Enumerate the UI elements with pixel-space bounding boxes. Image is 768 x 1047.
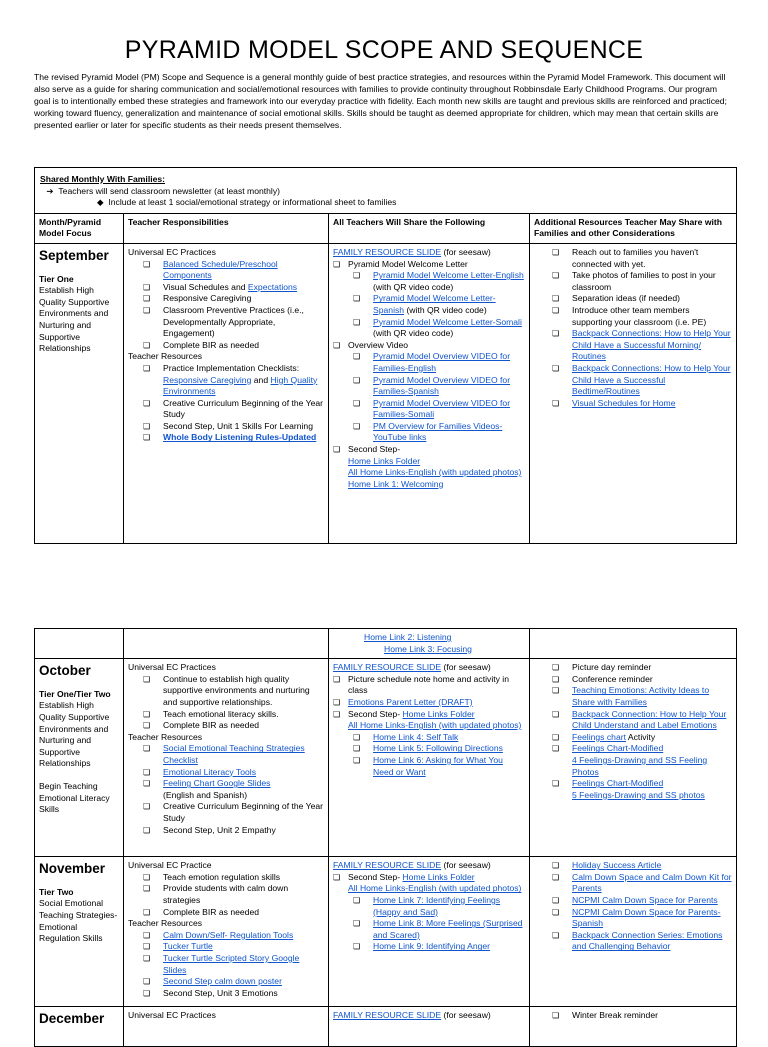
link-balanced-schedule[interactable]: Balanced Schedule/Preschool Components — [163, 258, 278, 281]
list-item: ❏ Pyramid Model Welcome Letter-Somali (with QR video code) — [329, 317, 526, 340]
continued-share-cell — [329, 629, 530, 659]
link-home-links-folder[interactable]: Home Links Folder — [348, 455, 421, 466]
link-home-link-9[interactable]: Home Link 9: Identifying Anger — [373, 941, 491, 952]
list-item — [534, 907, 732, 930]
link-home-links-folder[interactable]: Home Links Folder — [402, 708, 475, 719]
link-emotions-parent-letter[interactable]: Emotions Parent Letter (DRAFT) — [348, 696, 473, 707]
list-item — [534, 685, 732, 708]
list-item: ❏ Teach emotion regulation skills — [128, 872, 324, 884]
tier-label: Tier Two — [39, 886, 74, 897]
header-additional-resources: Additional Resources Teacher May Share with Families and other Considerations — [530, 213, 737, 243]
table-header-row — [35, 213, 737, 243]
month-december: December — [39, 1011, 105, 1027]
december-teacher-cell — [124, 1007, 329, 1047]
link-calm-down-space-kit[interactable]: Calm Down Space and Calm Down Kit for Parents — [572, 871, 732, 894]
link-feelings-chart-modified-4[interactable]: Feelings Chart-Modified — [572, 743, 664, 754]
list-item — [534, 872, 732, 895]
header-all-teachers-share: All Teachers Will Share the Following — [329, 213, 530, 243]
list-item — [534, 743, 732, 778]
link-family-resource-slide[interactable]: FAMILY RESOURCE SLIDE — [333, 246, 442, 257]
list-item — [329, 743, 526, 755]
october-teacher-cell — [124, 659, 329, 857]
link-high-quality-env[interactable]: High Quality Environments — [163, 374, 318, 397]
list-item — [128, 743, 324, 766]
link-overview-youtube[interactable]: PM Overview for Families Videos-YouTube links — [373, 420, 503, 443]
link-home-link-4[interactable]: Home Link 4: Self Talk — [373, 731, 459, 742]
link-se-teaching-checklist[interactable]: Social Emotional Teaching Strategies Checklist — [163, 743, 305, 765]
list-item: ❏ Continue to establish high quality supportive environments and nurturing and supportive relationships. — [128, 674, 324, 709]
list-item: ❏ Separation ideas (if needed) — [534, 293, 732, 305]
list-item — [329, 697, 526, 709]
universal-heading: Universal EC Practice — [128, 860, 212, 871]
link-visual-schedules-home[interactable]: Visual Schedules for Home — [572, 397, 676, 408]
month-october: October — [39, 663, 91, 679]
list-item: ❏ Overview Video ❏ Pyramid Model Overview VIDEO for Families-English ❏ Pyramid Model Overview VIDEO for Families-Spanish ❏ Pyramid Model Overview VIDEO for Families-Somali ❏ PM Overview for Families Videos-YouTube links — [329, 340, 526, 444]
shared-heading: Shared Monthly With Families: — [40, 174, 166, 184]
tier-label: Tier One — [39, 273, 74, 284]
list-item: ❏ Teach emotional literacy skills. — [128, 709, 324, 721]
list-item: ❏ Pyramid Model Welcome Letter ❏ Pyramid Model Welcome Letter-English (with QR video code) ❏ Pyramid Model Welcome Letter-Spanish (with QR video code) ❏ Pyramid Model Welcome Letter-Somali (with QR video code) — [329, 259, 526, 340]
link-tucker-turtle-slides[interactable]: Tucker Turtle Scripted Story Google Slides — [163, 952, 300, 975]
link-home-link-8[interactable]: Home Link 8: More Feelings (Surprised and Scared) — [373, 918, 523, 940]
list-item: ❏ Complete BIR as needed — [128, 720, 324, 732]
row-september — [35, 243, 737, 543]
link-home-link-3[interactable]: Home Link 3: Focusing — [384, 643, 472, 654]
list-item: ❏ Reach out to families you haven't connected with yet. — [534, 247, 732, 270]
september-share-cell: FAMILY RESOURCE SLIDE (for seesaw) ❏ Pyramid Model Welcome Letter ❏ Pyramid Model Welcome Letter-English (with QR video code) ❏ Pyramid Model Welcome Letter-Spanish (with QR video code) ❏ Pyramid Model Welcome Letter-Somali (with QR video code) ❏ Overview Video ❏ Pyramid Model Overview VIDEO for Families-English ❏ Pyramid Model Overview VIDEO for Families-Spanish ❏ Pyramid Model Overview VIDEO for Families-Somali ❏ PM Overview for Families Videos-YouTube links ❏ Second Step- Home Links Folder All Home Links-English (with updated photos) Home Link 1: Welcoming — [329, 243, 530, 543]
list-item — [329, 755, 526, 778]
list-item — [534, 398, 732, 410]
link-holiday-success[interactable]: Holiday Success Article — [572, 860, 662, 871]
link-backpack-bedtime[interactable]: Backpack Connections: How to Help Your Child Have a Successful Bedtime/Routines — [572, 362, 731, 397]
list-item — [329, 421, 526, 444]
list-item: ❏ Second Step, Unit 1 Skills For Learning — [128, 421, 324, 433]
link-home-link-1[interactable]: Home Link 1: Welcoming — [348, 478, 444, 489]
link-family-resource-slide[interactable]: FAMILY RESOURCE SLIDE — [333, 662, 442, 673]
link-ncpmi-calm-down-spanish[interactable]: NCPMI Calm Down Space for Parents-Spanish — [572, 906, 721, 929]
link-backpack-emotions[interactable]: Backpack Connection: How to Help Your Child Understand and Label Emotions — [572, 708, 727, 731]
link-welcome-english[interactable]: Pyramid Model Welcome Letter-English — [373, 270, 524, 281]
list-item: ❏ Visual Schedules and Expectations — [128, 282, 324, 294]
focus-text: Social Emotional Teaching Strategies- Emotional Regulation Skills — [39, 898, 118, 944]
link-ncpmi-calm-down[interactable]: NCPMI Calm Down Space for Parents — [572, 894, 718, 905]
universal-heading: Universal EC Practices — [128, 246, 216, 257]
list-item: ❏ Pyramid Model Welcome Letter-Spanish (with QR video code) — [329, 293, 526, 316]
list-item — [128, 976, 324, 988]
list-item: ❏ Picture day reminder — [534, 662, 732, 674]
shared-with-families-cell — [35, 168, 737, 214]
link-whole-body-listening[interactable]: Whole Body Listening Rules-Updated — [163, 432, 317, 443]
link-tucker-turtle[interactable]: Tucker Turtle — [163, 941, 213, 952]
list-item — [534, 930, 732, 953]
link-home-link-2[interactable]: Home Link 2: Listening — [364, 632, 452, 642]
link-backpack-morning[interactable]: Backpack Connections: How to Help Your Child Have a Successful Morning/ Routines — [572, 328, 731, 362]
link-all-home-links[interactable]: All Home Links-English (with updated photos) — [348, 467, 522, 478]
link-feelings-chart-modified-5[interactable]: Feelings Chart-Modified — [572, 778, 664, 789]
list-item: ❏ Second Step- Home Links Folder All Home Links-English (with updated photos) ❏ Home Link 7: Identifying Feelings (Happy and Sad) ❏ Home Link 8: More Feelings (Surprised and Scared) ❏ Home Link 9: Identifying Anger — [329, 872, 526, 953]
focus-text: Begin Teaching Emotional Literacy Skills — [39, 780, 110, 815]
empty-cell — [530, 629, 737, 659]
october-share-cell: FAMILY RESOURCE SLIDE (for seesaw) ❏ Picture schedule note home and activity in class ❏ Emotions Parent Letter (DRAFT) ❏ Second Step- Home Links Folder All Home Links-English (with updated photos) ❏ Home Link 4: Self Talk ❏ Home Link 5: Following Directions ❏ Home Link 6: Asking for What You Need or Want — [329, 659, 530, 857]
link-home-link-6[interactable]: Home Link 6: Asking for What You Need or Want — [373, 754, 503, 777]
link-teaching-emotions[interactable]: Teaching Emotions: Activity Ideas to Share with Families — [572, 685, 710, 707]
empty-cell — [35, 629, 124, 659]
focus-text: Establish High Quality Supportive Environments and Nurturing and Supportive Relationships — [39, 285, 110, 354]
link-feelings-chart[interactable]: Feelings chart — [572, 731, 626, 742]
list-item: ❏ Classroom Preventive Practices (i.e., Developmentally Appropriate, Engagement) — [128, 305, 324, 340]
list-item: ❏ Responsive Caregiving — [128, 293, 324, 305]
november-additional-cell — [530, 857, 737, 1007]
link-5-feelings[interactable]: 5 Feelings-Drawing and SS photos — [572, 789, 705, 800]
list-item — [534, 363, 732, 398]
december-share-cell: FAMILY RESOURCE SLIDE (for seesaw) — [329, 1007, 530, 1047]
list-item — [329, 375, 526, 398]
list-item: ❏ Pyramid Model Welcome Letter-English (with QR video code) — [329, 270, 526, 293]
scope-sequence-table-1 — [34, 167, 737, 544]
december-additional-cell — [530, 1007, 737, 1047]
row-december — [35, 1007, 737, 1047]
link-home-links-folder[interactable]: Home Links Folder — [402, 871, 475, 882]
list-item: ❏ Winter Break reminder — [534, 1010, 732, 1022]
link-overview-spanish[interactable]: Pyramid Model Overview VIDEO for Families-Spanish — [373, 374, 511, 397]
december-focus-cell — [35, 1007, 124, 1047]
tier-label: Tier One/Tier Two — [39, 688, 111, 699]
link-all-home-links[interactable]: All Home Links-English (with updated photos) — [348, 720, 522, 731]
september-focus-cell — [35, 243, 124, 543]
list-item — [534, 778, 732, 801]
link-home-link-5[interactable]: Home Link 5: Following Directions — [373, 743, 503, 754]
october-additional-cell — [530, 659, 737, 857]
intro-paragraph: The revised Pyramid Model (PM) Scope and Sequence is a general monthly guide of best practice strategies, and resources within the Pyramid Model Framework. This document will also serve as a guide for sharing communication and social/emotional resources with families to provide continuity throughout Robbinsdale Early Childhood Programs. Our program goal is to intentionally embed these strategies and framework into our everyday practice with fidelity. Each month new skills are taught and previous skills are reinforced and practiced; working toward fluency, generalization and maintenance of social emotional skills. Skills should be taught as deemed appropriate for children, which may mean that certain skills are presented earlier or later for specific students as their needs present themselves. — [34, 72, 727, 130]
list-item — [329, 351, 526, 374]
link-feeling-chart-slides[interactable]: Feeling Chart Google Slides — [163, 778, 271, 789]
list-item: ❏ Creative Curriculum Beginning of the Year Study — [128, 801, 324, 824]
teacher-resources-heading: Teacher Resources — [128, 351, 203, 362]
list-item: ❏ Second Step, Unit 3 Emotions — [128, 988, 324, 1000]
teacher-resources-heading: Teacher Resources — [128, 918, 203, 929]
month-september: September — [39, 247, 109, 263]
list-item: ❏ Feeling Chart Google Slides (English and Spanish) — [128, 778, 324, 801]
shared-item-strategy: ◆ Include at least 1 social/emotional strategy or informational sheet to families — [97, 197, 397, 208]
link-family-resource-slide[interactable]: FAMILY RESOURCE SLIDE — [333, 860, 442, 871]
november-teacher-cell — [124, 857, 329, 1007]
link-overview-english[interactable]: Pyramid Model Overview VIDEO for Families-English — [373, 351, 511, 373]
list-item: ❏ Complete BIR as needed — [128, 907, 324, 919]
page-title: PYRAMID MODEL SCOPE AND SEQUENCE — [124, 36, 644, 64]
link-welcome-spanish[interactable]: Pyramid Model Welcome Letter-Spanish — [373, 293, 496, 315]
list-item: ❏ Feelings chart Activity — [534, 732, 732, 744]
row-november — [35, 857, 737, 1007]
list-item — [128, 767, 324, 779]
link-calm-down-tools[interactable]: Calm Down/Self- Regulation Tools — [163, 929, 294, 940]
list-item — [534, 328, 732, 363]
list-item — [329, 941, 526, 953]
link-backpack-series[interactable]: Backpack Connection Series: Emotions and Challenging Behavior — [572, 929, 723, 952]
shared-item-newsletter: ➔ Teachers will send classroom newsletter (at least monthly) — [44, 185, 280, 196]
list-item — [128, 432, 324, 444]
list-item — [128, 930, 324, 942]
list-item — [329, 732, 526, 744]
header-teacher-responsibilities: Teacher Responsibilities — [124, 213, 329, 243]
list-item: ❏ Picture schedule note home and activity in class — [329, 674, 526, 697]
header-month: Month/Pyramid Model Focus — [35, 213, 124, 243]
list-item: ❏ Complete BIR as needed — [128, 340, 324, 352]
list-item — [329, 398, 526, 421]
link-expectations[interactable]: Expectations — [247, 281, 298, 292]
list-item: ❏ Second Step- Home Links Folder All Home Links-English (with updated photos) ❏ Home Link 4: Self Talk ❏ Home Link 5: Following Directions ❏ Home Link 6: Asking for What You Need or Want — [329, 709, 526, 779]
month-november: November — [39, 861, 106, 877]
list-item: ❏ Conference reminder — [534, 674, 732, 686]
list-item: ❏ Creative Curriculum Beginning of the Year Study — [128, 398, 324, 421]
list-item — [329, 895, 526, 918]
november-focus-cell — [35, 857, 124, 1007]
link-all-home-links[interactable]: All Home Links-English (with updated photos) — [348, 883, 522, 894]
link-family-resource-slide[interactable]: FAMILY RESOURCE SLIDE — [333, 1010, 442, 1021]
list-item — [534, 895, 732, 907]
universal-heading: Universal EC Practices — [128, 662, 216, 673]
list-item: ❏ Provide students with calm down strategies — [128, 883, 324, 906]
link-emotional-literacy-tools[interactable]: Emotional Literacy Tools — [163, 766, 256, 777]
september-additional-cell — [530, 243, 737, 543]
link-4-feelings[interactable]: 4 Feelings-Drawing and SS Feeling Photos — [572, 754, 708, 777]
row-october — [35, 659, 737, 857]
universal-heading: Universal EC Practices — [128, 1010, 216, 1021]
scope-sequence-table-2 — [34, 628, 737, 1047]
empty-cell — [124, 629, 329, 659]
list-item: ❏ Practice Implementation Checklists: Responsive Caregiving and High Quality Environments — [128, 363, 324, 398]
list-item — [534, 709, 732, 732]
link-welcome-somali[interactable]: Pyramid Model Welcome Letter-Somali — [373, 316, 522, 327]
focus-text: Establish High Quality Supportive Environments and Nurturing and Supportive Relationships — [39, 700, 110, 769]
september-teacher-cell — [124, 243, 329, 543]
october-focus-cell — [35, 659, 124, 857]
list-item — [534, 860, 732, 872]
link-overview-somali[interactable]: Pyramid Model Overview VIDEO for Families-Somali — [373, 397, 511, 420]
teacher-resources-heading: Teacher Resources — [128, 731, 203, 742]
link-calm-down-poster[interactable]: Second Step calm down poster — [163, 976, 282, 987]
row-continued — [35, 629, 737, 659]
list-item — [329, 918, 526, 941]
list-item: ❏ Take photos of families to post in your classroom — [534, 270, 732, 293]
list-item: ❏ Introduce other team members supporting your classroom (i.e. PE) — [534, 305, 732, 328]
link-responsive-caregiving[interactable]: Responsive Caregiving — [163, 374, 252, 385]
link-home-link-7[interactable]: Home Link 7: Identifying Feelings (Happy and Sad) — [373, 894, 501, 917]
november-share-cell: FAMILY RESOURCE SLIDE (for seesaw) ❏ Second Step- Home Links Folder All Home Links-English (with updated photos) ❏ Home Link 7: Identifying Feelings (Happy and Sad) ❏ Home Link 8: More Feelings (Surprised and Scared) ❏ Home Link 9: Identifying Anger — [329, 857, 530, 1007]
list-item — [128, 941, 324, 953]
list-item: ❏ Second Step- Home Links Folder All Home Links-English (with updated photos) Home Link 1: Welcoming — [329, 444, 526, 490]
list-item: ❏ Second Step, Unit 2 Empathy — [128, 825, 324, 837]
list-item — [128, 953, 324, 976]
list-item — [128, 259, 324, 282]
